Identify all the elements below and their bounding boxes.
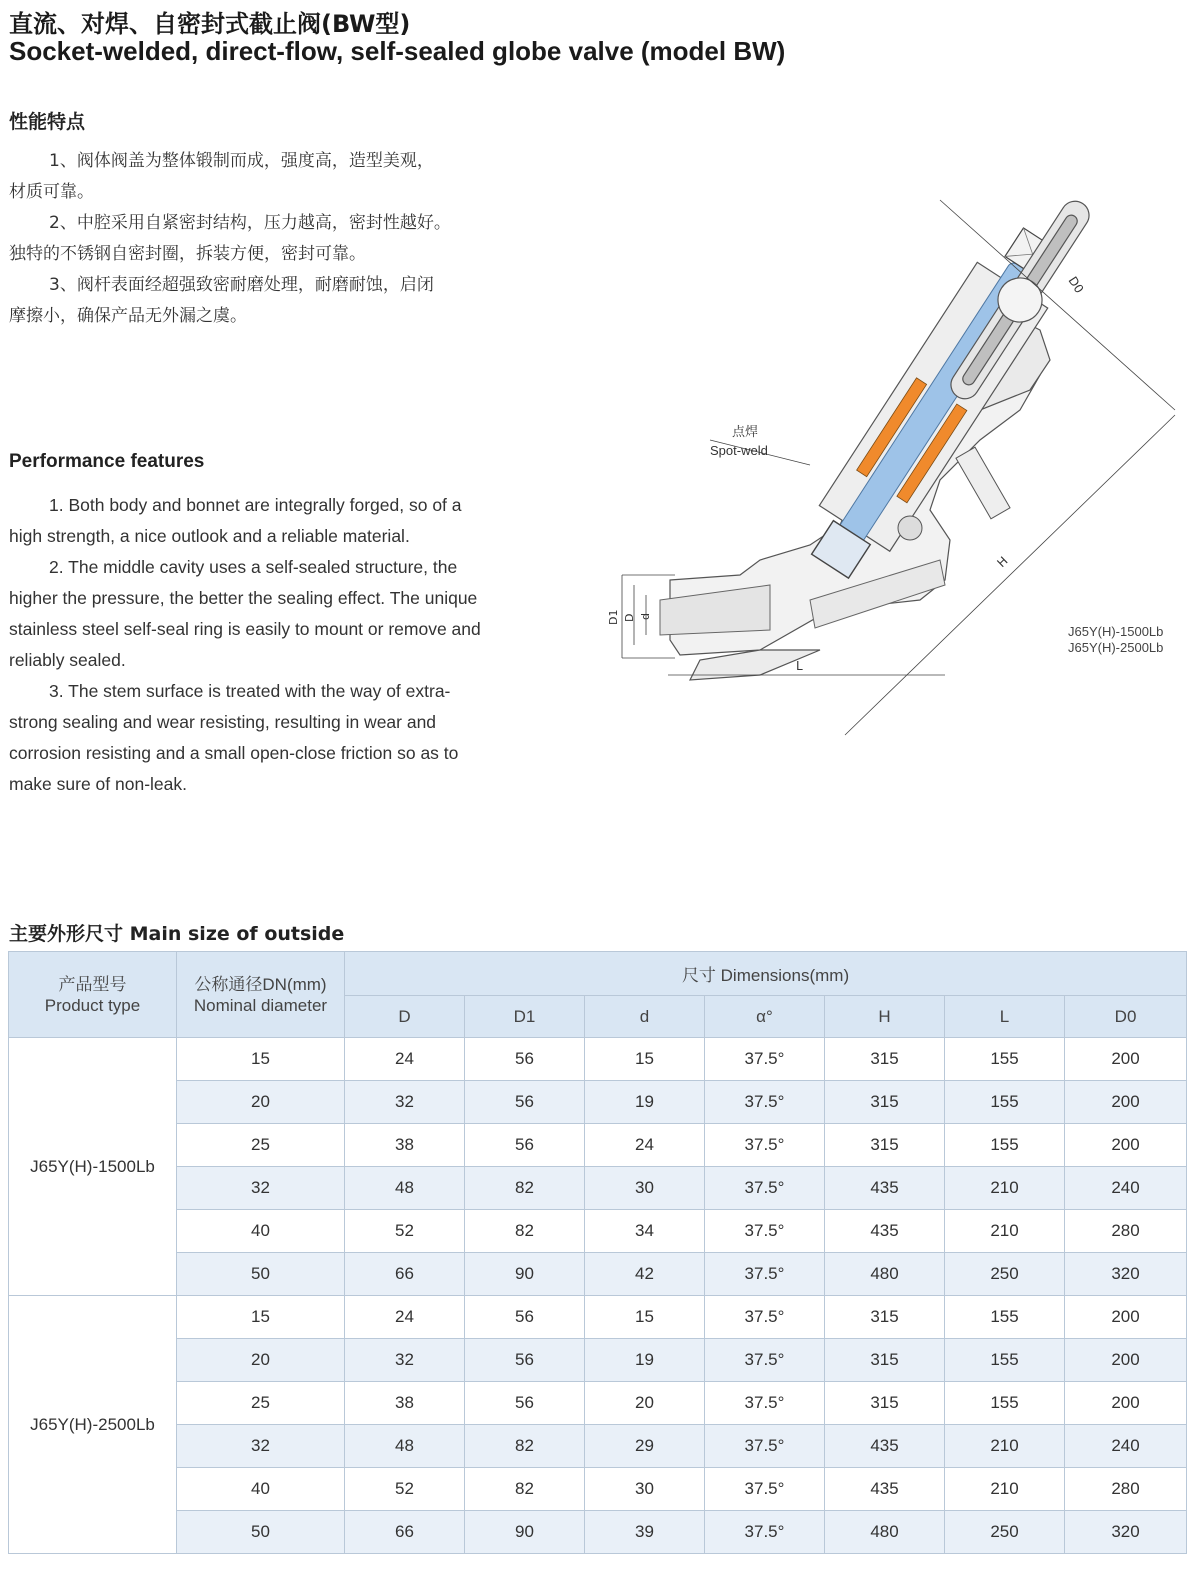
dimension-cell: 48 [345, 1167, 465, 1210]
dimension-cell: 90 [465, 1511, 585, 1554]
dimension-cell: 56 [465, 1038, 585, 1081]
header-dimensions: 尺寸 Dimensions(mm) [345, 952, 1187, 996]
dimension-cell: 24 [345, 1296, 465, 1339]
model-label-2500: J65Y(H)-2500Lb [1068, 640, 1164, 655]
dimension-cell: 39 [585, 1511, 705, 1554]
feature-en-1: 1. Both body and bonnet are integrally forged, so of a high strength, a nice outlook and a reliable material. [9, 495, 462, 546]
header-col-alpha: α° [705, 996, 825, 1038]
spot-weld-label-en: Spot-weld [710, 443, 768, 458]
dimension-cell: 280 [1065, 1468, 1187, 1511]
dim-label-d0: D0 [1065, 274, 1087, 296]
dimension-cell: 200 [1065, 1124, 1187, 1167]
dimension-cell: 155 [945, 1124, 1065, 1167]
dimension-cell: 82 [465, 1468, 585, 1511]
dimension-cell: 200 [1065, 1339, 1187, 1382]
dimension-cell: 320 [1065, 1511, 1187, 1554]
dimension-cell: 37.5° [705, 1382, 825, 1425]
dimension-cell: 66 [345, 1511, 465, 1554]
dimension-cell: 315 [825, 1081, 945, 1124]
nominal-diameter-cell: 15 [177, 1296, 345, 1339]
valve-drawing [600, 180, 1200, 750]
model-label-1500: J65Y(H)-1500Lb [1068, 624, 1164, 639]
features-list-en [9, 490, 499, 800]
dimension-cell: 435 [825, 1425, 945, 1468]
dimension-cell: 32 [345, 1081, 465, 1124]
dimension-cell: 66 [345, 1253, 465, 1296]
dimension-cell: 435 [825, 1167, 945, 1210]
dimension-cell: 52 [345, 1210, 465, 1253]
dimension-cell: 52 [345, 1468, 465, 1511]
features-heading-en: Performance features [9, 451, 205, 472]
nominal-diameter-cell: 32 [177, 1167, 345, 1210]
header-dn-cn: 公称通径DN(mm) [194, 974, 327, 994]
dim-label-d1: D1 [607, 609, 620, 625]
dimension-cell: 37.5° [705, 1339, 825, 1382]
dimension-cell: 29 [585, 1425, 705, 1468]
dimension-cell: 315 [825, 1124, 945, 1167]
header-col-d-big: D [345, 996, 465, 1038]
dimension-cell: 37.5° [705, 1425, 825, 1468]
table-row [9, 1081, 1187, 1124]
dimension-cell: 155 [945, 1038, 1065, 1081]
dimension-cell: 210 [945, 1468, 1065, 1511]
feature-cn-2-line1: 2、中腔采用自紧密封结构，压力越高，密封性越好。 [49, 213, 451, 233]
dimension-cell: 210 [945, 1167, 1065, 1210]
dimension-cell: 30 [585, 1167, 705, 1210]
dimension-cell: 200 [1065, 1038, 1187, 1081]
dimension-cell: 38 [345, 1382, 465, 1425]
product-type-cell: J65Y(H)-1500Lb [9, 1038, 177, 1296]
dimension-cell: 200 [1065, 1382, 1187, 1425]
dimension-cell: 42 [585, 1253, 705, 1296]
table-row [9, 1210, 1187, 1253]
dimension-cell: 56 [465, 1339, 585, 1382]
dimension-cell: 320 [1065, 1253, 1187, 1296]
header-col-d1: D1 [465, 996, 585, 1038]
nominal-diameter-cell: 25 [177, 1382, 345, 1425]
dimension-cell: 155 [945, 1081, 1065, 1124]
feature-cn-3-line1: 3、阀杆表面经超强致密耐磨处理，耐磨耐蚀，启闭 [49, 275, 434, 295]
table-body [9, 1038, 1187, 1554]
nominal-diameter-cell: 40 [177, 1468, 345, 1511]
dimension-cell: 37.5° [705, 1210, 825, 1253]
table-row [9, 1468, 1187, 1511]
dimension-cell: 315 [825, 1382, 945, 1425]
dimension-cell: 155 [945, 1382, 1065, 1425]
table-row [9, 1511, 1187, 1554]
feature-cn-1-line2: 材质可靠。 [9, 182, 94, 202]
page-title-cn: 直流、对焊、自密封式截止阀(BW型) [9, 10, 411, 38]
header-col-d0: D0 [1065, 996, 1187, 1038]
table-row [9, 1339, 1187, 1382]
dimension-cell: 155 [945, 1339, 1065, 1382]
dimension-cell: 37.5° [705, 1253, 825, 1296]
dimension-cell: 82 [465, 1425, 585, 1468]
drawing-model-labels [1068, 624, 1163, 656]
dimension-cell: 37.5° [705, 1167, 825, 1210]
feature-en-2: 2. The middle cavity uses a self-sealed structure, the higher the pressure, the better the sealing effect. The unique stainless steel self-seal ring is easily to mount or remove and reliably sealed. [9, 557, 481, 670]
nominal-diameter-cell: 15 [177, 1038, 345, 1081]
spot-weld-label-cn: 点焊 [732, 425, 759, 440]
dimension-cell: 15 [585, 1296, 705, 1339]
dimension-cell: 315 [825, 1339, 945, 1382]
nominal-diameter-cell: 25 [177, 1124, 345, 1167]
dimension-cell: 19 [585, 1081, 705, 1124]
dim-label-l: L [796, 659, 803, 673]
table-row [9, 1167, 1187, 1210]
header-col-l: L [945, 996, 1065, 1038]
dim-label-small-d: d [639, 613, 652, 620]
dimension-cell: 56 [465, 1081, 585, 1124]
dimension-cell: 30 [585, 1468, 705, 1511]
dimension-cell: 32 [345, 1339, 465, 1382]
dimension-cell: 37.5° [705, 1124, 825, 1167]
dimension-cell: 435 [825, 1468, 945, 1511]
dimension-cell: 480 [825, 1253, 945, 1296]
dimension-cell: 37.5° [705, 1468, 825, 1511]
dimension-cell: 155 [945, 1296, 1065, 1339]
header-dn-en: Nominal diameter [193, 995, 328, 1015]
dimension-cell: 435 [825, 1210, 945, 1253]
dimension-cell: 37.5° [705, 1296, 825, 1339]
dimensions-table [8, 951, 1187, 1554]
dimension-cell: 200 [1065, 1081, 1187, 1124]
nominal-diameter-cell: 20 [177, 1339, 345, 1382]
dimension-cell: 48 [345, 1425, 465, 1468]
header-product-type [9, 952, 177, 1038]
dimension-cell: 38 [345, 1124, 465, 1167]
dimension-cell: 20 [585, 1382, 705, 1425]
dimension-cell: 240 [1065, 1167, 1187, 1210]
dimension-cell: 280 [1065, 1210, 1187, 1253]
feature-en-3: 3. The stem surface is treated with the way of extra-strong sealing and wear resisting, resulting in wear and corrosion resisting and a small open-close friction so as to make sure of non-leak. [9, 681, 459, 794]
table-row [9, 1425, 1187, 1468]
dimension-cell: 56 [465, 1124, 585, 1167]
header-product-en: Product type [44, 995, 141, 1015]
header-nominal-diameter [177, 952, 345, 1038]
nominal-diameter-cell: 50 [177, 1511, 345, 1554]
dim-label-big-d: D [623, 613, 636, 622]
header-col-d-small: d [585, 996, 705, 1038]
dimension-cell: 315 [825, 1296, 945, 1339]
dimension-cell: 37.5° [705, 1038, 825, 1081]
dimension-cell: 56 [465, 1382, 585, 1425]
dimension-cell: 56 [465, 1296, 585, 1339]
dimension-cell: 250 [945, 1253, 1065, 1296]
dimension-cell: 480 [825, 1511, 945, 1554]
feature-cn-1-line1: 1、阀体阀盖为整体锻制而成，强度高，造型美观， [49, 151, 434, 171]
table-title: 主要外形尺寸 Main size of outside [9, 923, 345, 945]
dimension-cell: 15 [585, 1038, 705, 1081]
header-col-h: H [825, 996, 945, 1038]
dimension-cell: 200 [1065, 1296, 1187, 1339]
dimension-cell: 37.5° [705, 1511, 825, 1554]
dimension-cell: 24 [585, 1124, 705, 1167]
header-product-cn: 产品型号 [58, 974, 127, 994]
dimension-cell: 90 [465, 1253, 585, 1296]
table-row [9, 1253, 1187, 1296]
dim-label-h: H [994, 553, 1011, 571]
dimension-cell: 210 [945, 1425, 1065, 1468]
dimension-cell: 315 [825, 1038, 945, 1081]
dimension-cell: 37.5° [705, 1081, 825, 1124]
dimension-cell: 82 [465, 1210, 585, 1253]
dimension-cell: 82 [465, 1167, 585, 1210]
product-type-cell: J65Y(H)-2500Lb [9, 1296, 177, 1554]
feature-cn-3-line2: 摩擦小，确保产品无外漏之虞。 [9, 306, 247, 326]
dimension-cell: 210 [945, 1210, 1065, 1253]
features-list-cn [9, 146, 509, 332]
feature-cn-2-line2: 独特的不锈钢自密封圈，拆装方便，密封可靠。 [9, 244, 366, 264]
dimension-cell: 240 [1065, 1425, 1187, 1468]
nominal-diameter-cell: 50 [177, 1253, 345, 1296]
table-row [9, 1382, 1187, 1425]
dimension-cell: 250 [945, 1511, 1065, 1554]
nominal-diameter-cell: 20 [177, 1081, 345, 1124]
table-row [9, 1296, 1187, 1339]
table-row [9, 1124, 1187, 1167]
features-heading-cn: 性能特点 [9, 111, 86, 133]
nominal-diameter-cell: 40 [177, 1210, 345, 1253]
nominal-diameter-cell: 32 [177, 1425, 345, 1468]
dimension-cell: 34 [585, 1210, 705, 1253]
table-row [9, 1038, 1187, 1081]
page-title-en: Socket-welded, direct-flow, self-sealed globe valve (model BW) [9, 36, 786, 66]
dimension-cell: 24 [345, 1038, 465, 1081]
dimension-cell: 19 [585, 1339, 705, 1382]
